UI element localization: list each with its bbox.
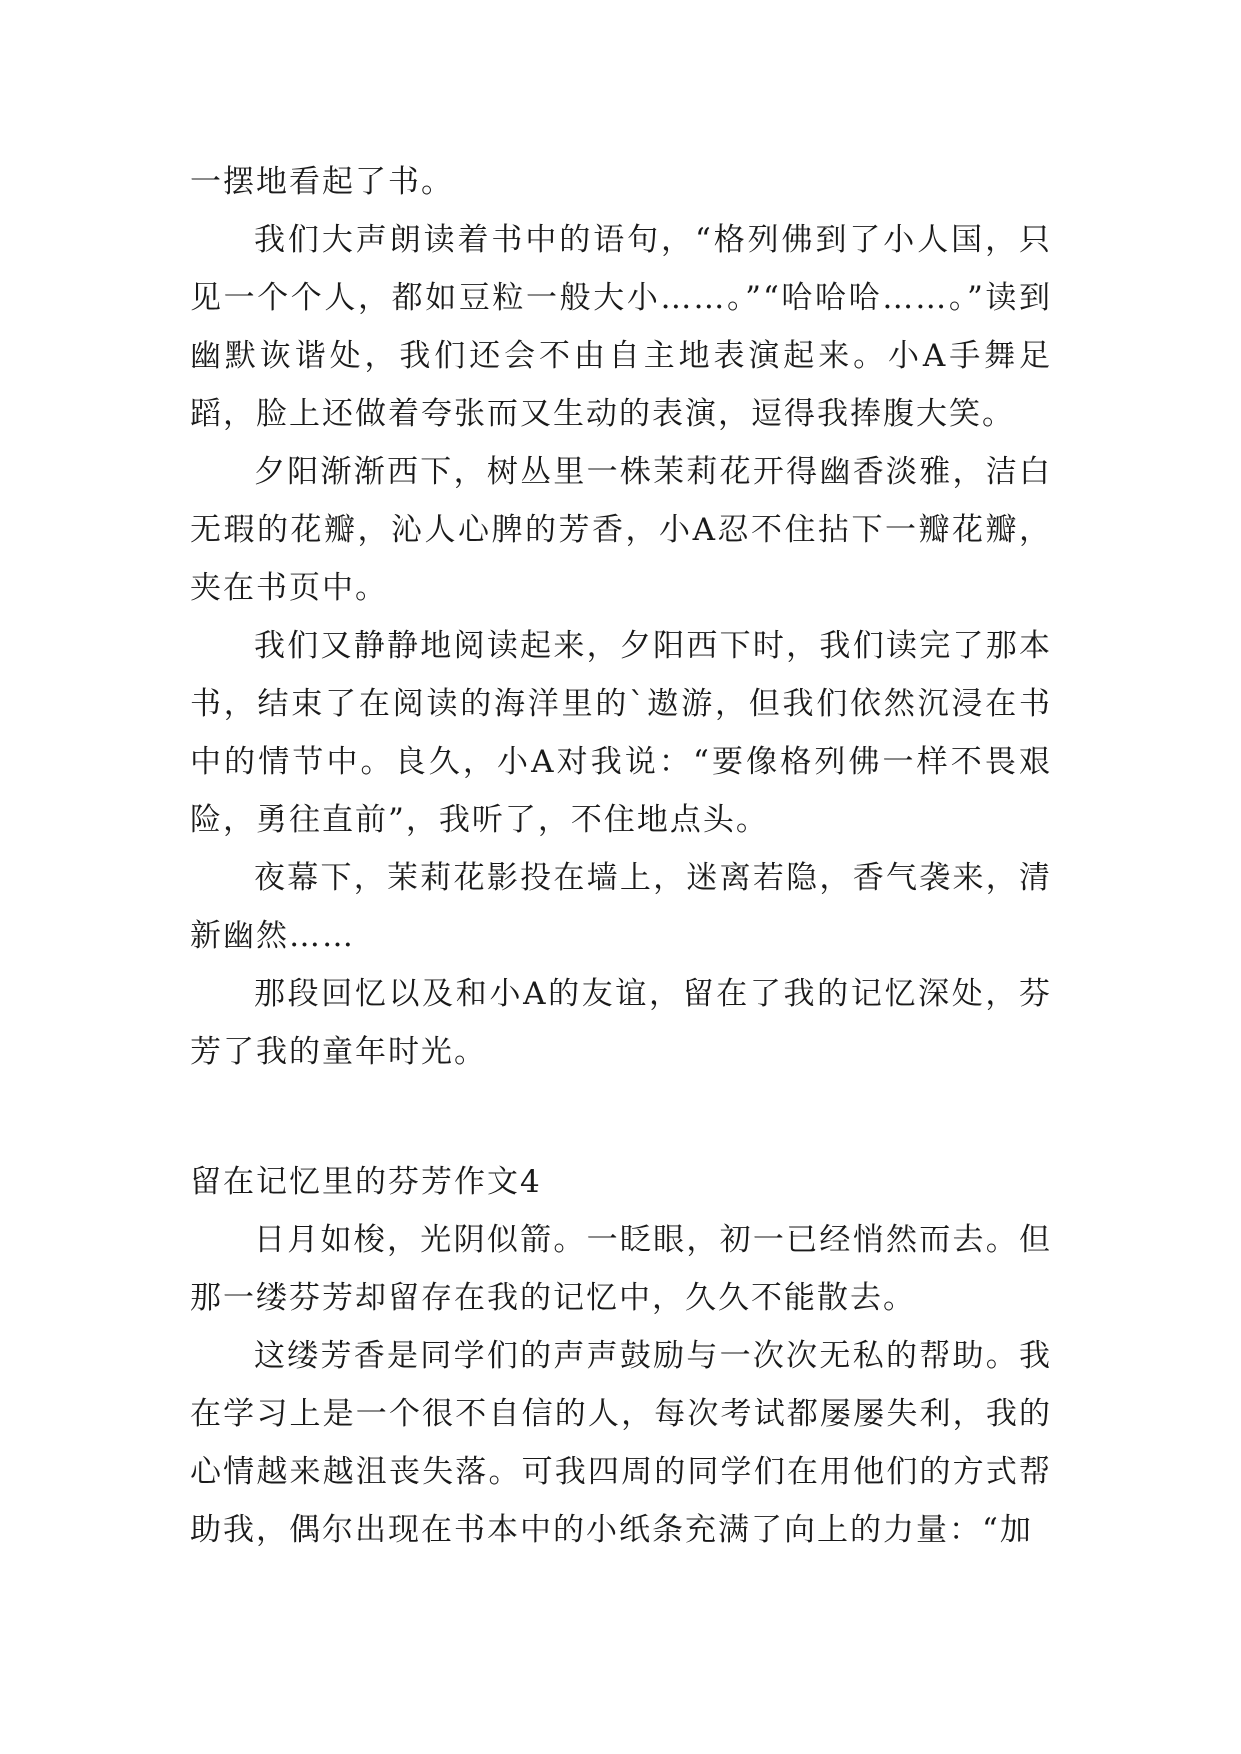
paragraph: 夜幕下，茉莉花影投在墙上，迷离若隐，香气袭来，清新幽然…… [190, 860, 1052, 954]
paragraph-continuation: 一摆地看起了书。 [190, 164, 454, 200]
text-section-top [190, 153, 1052, 1081]
text-section-bottom [190, 1153, 1052, 1559]
section-heading: 留在记忆里的芬芳作文4 [190, 1164, 542, 1200]
paragraph: 我们又静静地阅读起来，夕阳西下时，我们读完了那本书，结束了在阅读的海洋里的`遨游，但我们依然沉浸在书中的情节中。良久，小A对我说：“要像格列佛一样不畏艰险，勇往直前”，我听了，不住地点头。 [190, 628, 1052, 838]
paragraph: 日月如梭，光阴似箭。一眨眼，初一已经悄然而去。但那一缕芬芳却留存在我的记忆中，久久不能散去。 [190, 1222, 1052, 1316]
paragraph: 这缕芳香是同学们的声声鼓励与一次次无私的帮助。我在学习上是一个很不自信的人，每次考试都屡屡失利，我的心情越来越沮丧失落。可我四周的同学们在用他们的方式帮助我，偶尔出现在书本中的小纸条充满了向上的力量：“加 [190, 1338, 1052, 1548]
paragraph: 我们大声朗读着书中的语句，“格列佛到了小人国，只见一个个人，都如豆粒一般大小……。”“哈哈哈……。”读到幽默诙谐处，我们还会不由自主地表演起来。小A手舞足蹈，脸上还做着夸张而又生动的表演，逗得我捧腹大笑。 [190, 222, 1052, 432]
paragraph: 夕阳渐渐西下，树丛里一株茉莉花开得幽香淡雅，洁白无瑕的花瓣，沁人心脾的芳香，小A忍不住拈下一瓣花瓣，夹在书页中。 [190, 454, 1052, 606]
paragraph: 那段回忆以及和小A的友谊，留在了我的记忆深处，芬芳了我的童年时光。 [190, 976, 1052, 1070]
